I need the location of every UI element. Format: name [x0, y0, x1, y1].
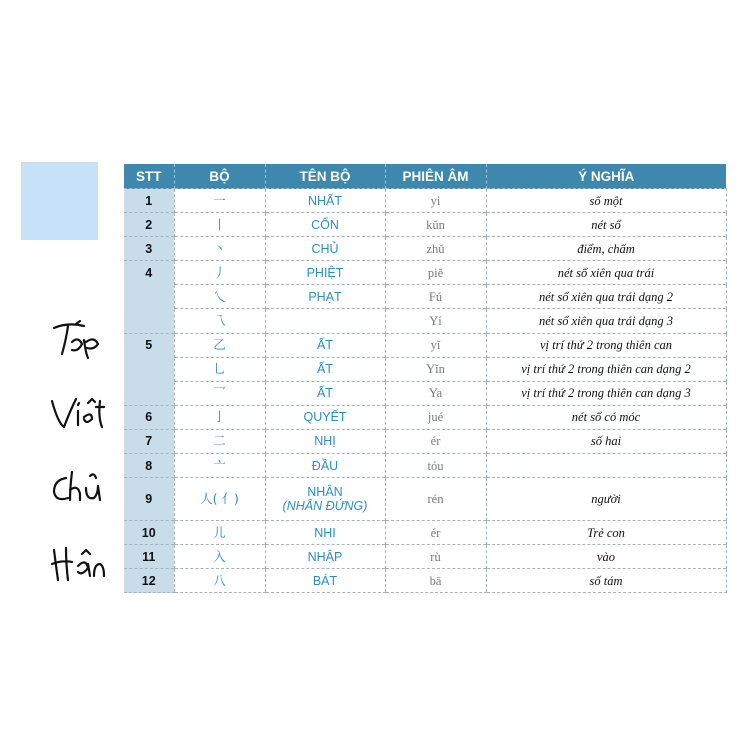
cell-meaning: vào	[486, 545, 726, 569]
cell-radical: 亅	[174, 405, 265, 429]
table-row	[124, 285, 726, 309]
cell-pinyin: zhǔ	[385, 237, 486, 261]
cell-radical-name: ẤT	[265, 357, 385, 381]
cell-stt: 6	[124, 405, 174, 429]
cell-meaning: vị trí thứ 2 trong thiên can	[486, 333, 726, 357]
cell-radical-name	[265, 309, 385, 333]
cell-radical-name: NHẬP	[265, 545, 385, 569]
cell-pinyin: rù	[385, 545, 486, 569]
cell-radical-name: CHỦ	[265, 237, 385, 261]
table-row	[124, 429, 726, 453]
cell-pinyin: Fú	[385, 285, 486, 309]
header-y-nghia: Ý NGHĨA	[486, 164, 726, 189]
cell-radical-name: ĐẦU	[265, 454, 385, 478]
cell-stt: 7	[124, 429, 174, 453]
calligraphy-word-chu	[48, 468, 108, 508]
calligraphy-word-viet	[48, 393, 108, 433]
table-row	[124, 454, 726, 478]
radical-name-main: NHÂN	[307, 485, 343, 500]
cell-meaning: điểm, chấm	[486, 237, 726, 261]
radical-name-alt: (NHÂN ĐỨNG)	[282, 499, 368, 514]
cell-radical: 丨	[174, 213, 265, 237]
cell-radical-name: NHỊ	[265, 429, 385, 453]
cell-radical: 丿	[174, 261, 265, 285]
cell-radical-name: CỔN	[265, 213, 385, 237]
cell-stt: 10	[124, 521, 174, 545]
cell-meaning: nét sổ xiên qua trái dạng 3	[486, 309, 726, 333]
cell-stt: 12	[124, 569, 174, 593]
cell-radical: 亠	[174, 454, 265, 478]
cell-meaning: vị trí thứ 2 trong thiên can dạng 2	[486, 357, 726, 381]
cell-radical-name: ẤT	[265, 381, 385, 405]
cell-meaning: người	[486, 478, 726, 521]
table-row	[124, 309, 726, 333]
table-row	[124, 333, 726, 357]
cell-pinyin: yǐ	[385, 333, 486, 357]
cell-stt	[124, 309, 174, 333]
table-row	[124, 569, 726, 593]
cell-radical-name: NHI	[265, 521, 385, 545]
cell-radical: 乚	[174, 357, 265, 381]
table-row	[124, 261, 726, 285]
cell-stt	[124, 285, 174, 309]
cell-stt: 8	[124, 454, 174, 478]
header-ten-bo: TÊN BỘ	[265, 164, 385, 189]
cell-radical: 入	[174, 545, 265, 569]
cell-stt: 3	[124, 237, 174, 261]
cell-radical: 乀	[174, 285, 265, 309]
cell-pinyin: bā	[385, 569, 486, 593]
cell-radical: 八	[174, 569, 265, 593]
cell-meaning: số một	[486, 189, 726, 213]
cell-radical: 一	[174, 189, 265, 213]
cell-radical-name: BÁT	[265, 569, 385, 593]
cell-meaning: nét sổ	[486, 213, 726, 237]
cell-pinyin: Yí	[385, 309, 486, 333]
table-row	[124, 405, 726, 429]
cell-radical-name: ẤT	[265, 333, 385, 357]
cell-radical: 二	[174, 429, 265, 453]
cell-radical-name: PHIỆT	[265, 261, 385, 285]
table-row	[124, 189, 726, 213]
cell-stt	[124, 381, 174, 405]
table-body	[124, 189, 726, 593]
table-row	[124, 213, 726, 237]
cell-radical: 乛	[174, 381, 265, 405]
table-row	[124, 381, 726, 405]
cell-meaning	[486, 454, 726, 478]
cell-stt: 5	[124, 333, 174, 357]
header-bo: BỘ	[174, 164, 265, 189]
cell-radical-name: PHẠT	[265, 285, 385, 309]
cell-radical: 人( 亻)	[174, 478, 265, 521]
table-row	[124, 545, 726, 569]
cell-meaning: nét sổ có móc	[486, 405, 726, 429]
cell-radical-name	[265, 478, 385, 521]
cell-pinyin: jué	[385, 405, 486, 429]
cell-pinyin: yi	[385, 189, 486, 213]
cell-radical-name: QUYẾT	[265, 405, 385, 429]
table-row	[124, 357, 726, 381]
cell-pinyin: Ya	[385, 381, 486, 405]
table-row	[124, 521, 726, 545]
cell-meaning: nét sổ xiên qua trái	[486, 261, 726, 285]
cell-meaning: Trẻ con	[486, 521, 726, 545]
table-row	[124, 237, 726, 261]
cell-pinyin: tóu	[385, 454, 486, 478]
cell-stt: 9	[124, 478, 174, 521]
cell-pinyin: ér	[385, 521, 486, 545]
cell-meaning: nét sổ xiên qua trái dạng 2	[486, 285, 726, 309]
radicals-table	[124, 164, 727, 593]
cell-radical: 儿	[174, 521, 265, 545]
color-swatch	[21, 162, 98, 240]
cell-radical: 乙	[174, 333, 265, 357]
header-phien-am: PHIÊN ÂM	[385, 164, 486, 189]
table-row	[124, 478, 726, 521]
cell-stt: 1	[124, 189, 174, 213]
cell-radical: 乁	[174, 309, 265, 333]
cell-radical-name: NHẤT	[265, 189, 385, 213]
cell-pinyin: piě	[385, 261, 486, 285]
cell-stt	[124, 357, 174, 381]
cell-meaning: vị trí thứ 2 trong thiên can dạng 3	[486, 381, 726, 405]
cell-radical: 丶	[174, 237, 265, 261]
cell-pinyin: rén	[385, 478, 486, 521]
table-header-row	[124, 164, 726, 189]
header-stt: STT	[124, 164, 174, 189]
cell-meaning: số tám	[486, 569, 726, 593]
cell-pinyin: Yǐn	[385, 357, 486, 381]
calligraphy-word-tap	[48, 320, 108, 360]
cell-stt: 2	[124, 213, 174, 237]
cell-stt: 11	[124, 545, 174, 569]
calligraphy-word-han	[48, 544, 108, 584]
cell-pinyin: kǔn	[385, 213, 486, 237]
cell-stt: 4	[124, 261, 174, 285]
cell-meaning: số hai	[486, 429, 726, 453]
cell-pinyin: ér	[385, 429, 486, 453]
